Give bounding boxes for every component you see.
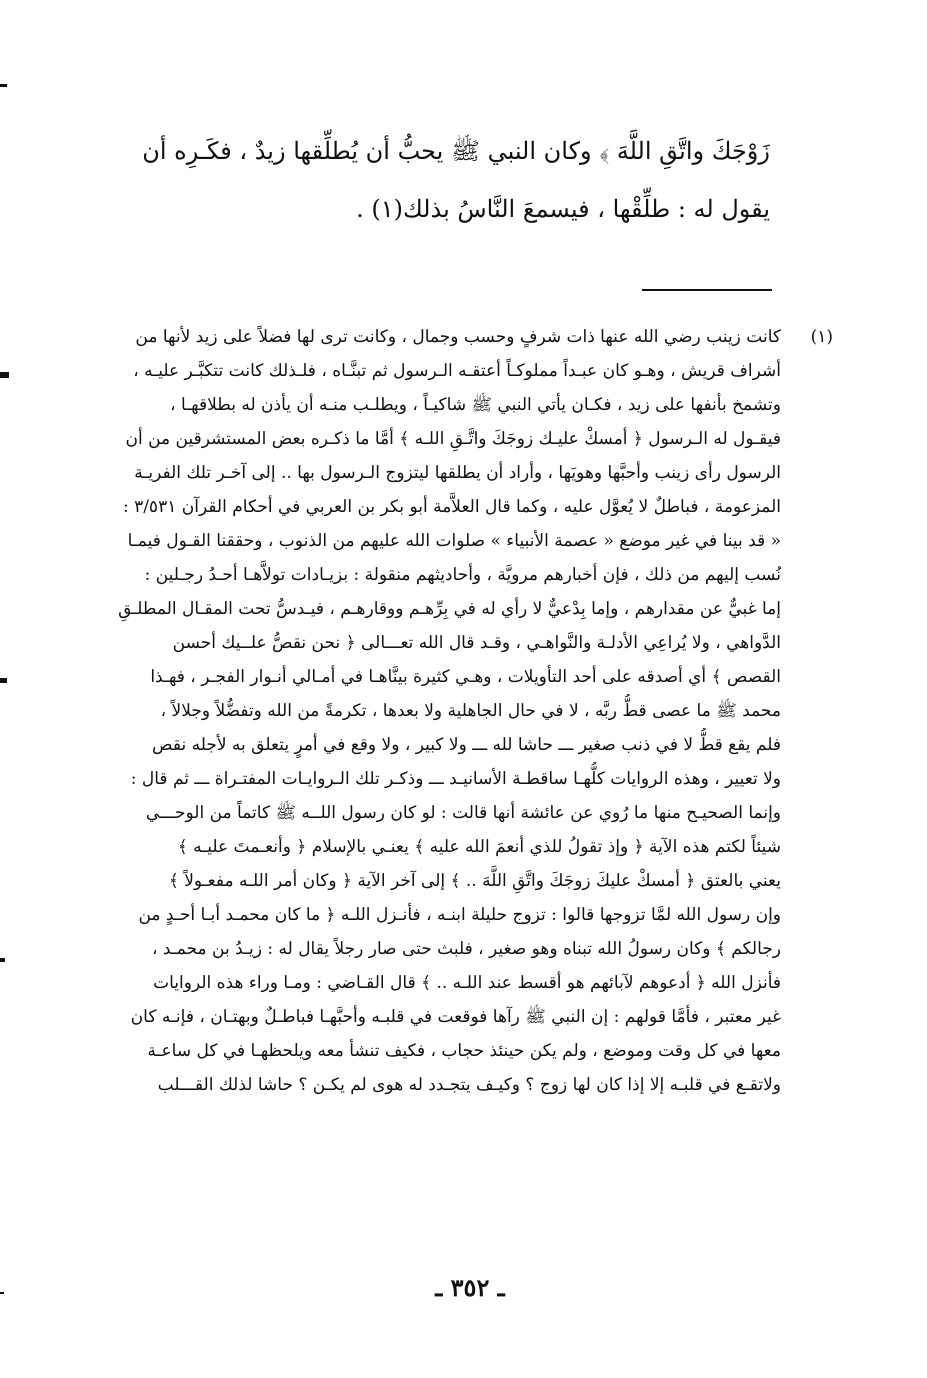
footnote-line: إما غبيٌّ عن مقدارهم ، وإما بِدْعيٌّ لا رأي له في بِرِّهـم ووقارهـم ، فيـدسُّ تحت المقـال المطلـقِ bbox=[118, 599, 781, 619]
footnote-marker: (١) bbox=[810, 327, 833, 347]
footnote-line: نُسب إليهم من ذلك ، فإن أخبارهم مرويَّة ، وأحاديثهم منقولة : بزيـادات تولاَّهـا أحـدُ رجـلين : bbox=[144, 565, 781, 585]
scan-edge-mark bbox=[0, 1292, 4, 1294]
footnote-line: فلم يقع قطُّ لا في ذنب صغير ـــ حاشا لله ـــ ولا كبير ، ولا وقع في أمرٍ يتعلق به لأجله نقص bbox=[152, 735, 781, 755]
footnote-line: فيقـول له الـرسول ﴿ أمسكْ عليـك زوجَكَ واتَّـقِ اللـه ﴾ أمَّا ما ذكـره بعض المستشرقين من أن bbox=[125, 429, 781, 449]
footnote-line: فأنزل الله ﴿ أدعوهم لآبائهم هو أقسط عند اللـه .. ﴾ قال القـاضي : ومـا وراء هذه الروايات bbox=[153, 973, 781, 993]
footnote-body bbox=[118, 320, 781, 1102]
footnote-line: رجالكم ﴾ وكان رسولُ الله تبناه وهو صغير ، فلبث حتى صار رجلاً يقال له : زيـدُ بن محمـد ، bbox=[151, 939, 781, 959]
footnote-line: غير معتبر ، فأمَّا قولهم : إن النبي ﷺ رآها فوقعت في قلبـه وأحبَّهـا فباطـلٌ وبهتـان ، فإنـه كان bbox=[130, 1007, 781, 1027]
footnote-line: الدَّواهي ، ولا يُراعِي الأدلـة والنَّواهـي ، وقـد قال الله تعـــالى ﴿ نحن نقصُّ علــيك أحسن bbox=[172, 633, 781, 653]
footnote-line: المزعومة ، فباطلٌ لا يُعوَّل عليه ، وكما قال العلاَّمة أبو بكر بن العربي في أحكام القرآن ٣/٥٣١ : bbox=[122, 497, 781, 517]
footnote-line: يعني بالعتق ﴿ أمسكْ عليكَ زوجَكَ واتَّقِ اللَّهَ .. ﴾ إلى آخر الآية ﴿ وكان أمر اللـه مفعـولاً ﴾ bbox=[168, 871, 781, 891]
main-text-line: زَوْجَكَ واتَّقِ اللَّهَ ﴾ وكان النبي ﷺ يحبُّ أن يُطلِّقها زيدٌ ، فكَـرِه أن bbox=[142, 137, 770, 165]
main-text-line: يقول له : طلِّقْها ، فيسمعَ النَّاسُ بذلك(١) . bbox=[356, 195, 770, 223]
footnote-line: « قد بينا في غير موضع « عصمة الأنبياء » صلوات الله عليهم من الذنوب ، وحققنا القـول فيمـا bbox=[127, 531, 781, 551]
footnote-line: وتشمخ بأنفها على زيد ، فكـان يأتي النبي ﷺ شاكيـاً ، ويطلـب منـه أن يأذن له بطلاقهـا ، bbox=[170, 395, 781, 415]
footnote-line: معها في كل وقت وموضع ، ولم يكن حينئذ حجاب ، فكيف تنشأ معه ويلحظهـا في كل ساعـة bbox=[147, 1041, 781, 1061]
footnote-separator bbox=[642, 289, 772, 291]
footnote-line: وإن رسول الله لمَّا تزوجها قالوا : تزوج حليلة ابنـه ، فأنـزل اللـه ﴿ ما كان محمـد أبـا أحـدٍ من bbox=[138, 905, 781, 925]
footnote-line: كانت زينب رضي الله عنها ذات شرفٍ وحسب وجمال ، وكانت ترى لها فضلاً على زيد لأنها من bbox=[135, 327, 781, 347]
footnote-line: القصص ﴾ أي أصدقه على أحد التأويلات ، وهـي كثيرة بينَّاهـا في أمـالي أنـوار الفجـر ، فهـذا bbox=[150, 667, 781, 687]
scan-edge-mark bbox=[0, 958, 5, 962]
footnote-line: ولاتقـع في قلبـه إلا إذا كان لها زوج ؟ وكيـف يتجـدد له هوى لم يكـن ؟ حاشا لذلك القـــلب bbox=[157, 1075, 781, 1095]
scan-edge-mark bbox=[0, 84, 7, 87]
main-text bbox=[120, 122, 770, 238]
scan-edge-mark bbox=[0, 678, 7, 683]
footnote-line: أشراف قريش ، وهـو كان عبـداً مملوكـاً أعتقـه الـرسول ثم تبنَّـاه ، فلـذلك كانت تتكبَّـر عليـه ، bbox=[133, 361, 781, 381]
footnote-line: وإنما الصحيـح منها ما رُوي عن عائشة أنها قالت : لو كان رسول اللــه ﷺ كاتماً من الوحـــي bbox=[145, 803, 781, 823]
footnote bbox=[118, 320, 833, 1102]
footnote-line: الرسول رأى زينب وأحبَّها وهويَها ، وأراد أن يطلقها ليتزوج الـرسول بها .. إلى آخـر تلك الفريـة bbox=[134, 463, 781, 483]
footnote-line: شيئاً لكتم هذه الآية ﴿ وإذ تقولُ للذي أنعمَ الله عليه ﴾ يعنـي بالإسلام ﴿ وأنعـمتَ عليـه ﴾ bbox=[177, 837, 781, 857]
footnote-line: ولا تعيير ، وهذه الروايات كلُّهـا ساقطـة الأسانيـد ـــ وذكـر تلك الـروايـات المفتـراة ـــ ثم قال : bbox=[130, 769, 781, 789]
scan-edge-mark bbox=[0, 372, 9, 378]
footnote-line: محمد ﷺ ما عصى قطُّ ربَّه ، لا في حال الجاهلية ولا بعدها ، تكرمةً من الله وتفضُّلاً وجلالاً ، bbox=[160, 701, 781, 721]
page-number: ـ ٣٥٢ ـ bbox=[435, 1273, 505, 1302]
